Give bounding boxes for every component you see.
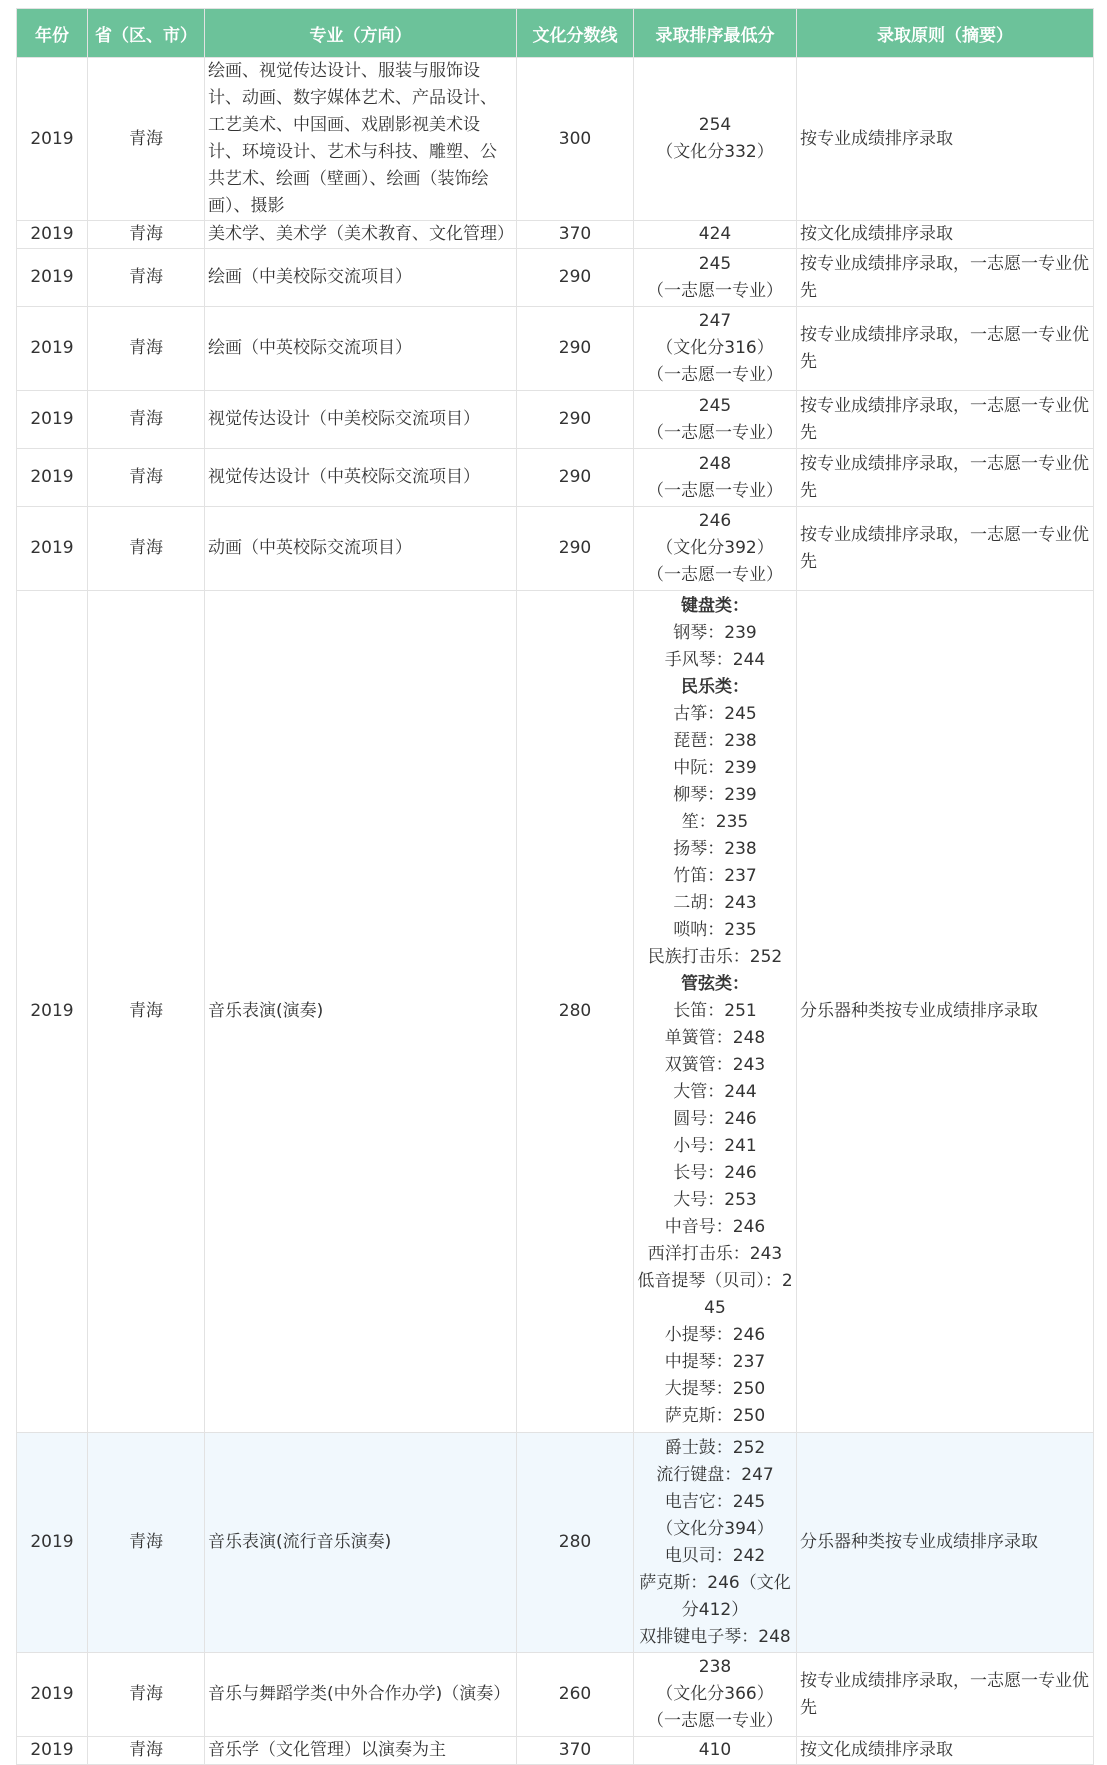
score-line: 笙：235 (681, 812, 749, 832)
table-row (17, 221, 1094, 249)
category-label: 管弦类： (681, 974, 749, 994)
cell-year: 2019 (17, 1737, 88, 1765)
cell-rule: 分乐器种类按专业成绩排序录取 (797, 591, 1094, 1433)
score-line: 大号：253 (673, 1190, 757, 1210)
table-row (17, 449, 1094, 507)
score-line: 410 (698, 1740, 732, 1760)
cell-province: 青海 (88, 1653, 205, 1737)
cell-rule: 按专业成绩排序录取，一志愿一专业优先 (797, 249, 1094, 307)
cell-min-score (634, 1433, 797, 1653)
score-line: 254 (698, 115, 732, 135)
cell-rule: 按专业成绩排序录取，一志愿一专业优先 (797, 307, 1094, 391)
cell-major: 绘画（中英校际交流项目） (205, 307, 517, 391)
table-row (17, 307, 1094, 391)
score-line: 大提琴：250 (664, 1379, 766, 1399)
cell-province: 青海 (88, 391, 205, 449)
score-line: 长号：246 (673, 1163, 757, 1183)
score-line: 西洋打击乐：243 (647, 1244, 783, 1264)
cell-major: 动画（中英校际交流项目） (205, 507, 517, 591)
cell-province: 青海 (88, 507, 205, 591)
header-culture-line: 文化分数线 (517, 9, 634, 58)
cell-rule: 按专业成绩排序录取 (797, 58, 1094, 221)
score-line: （一志愿一专业） (647, 1711, 783, 1731)
cell-year: 2019 (17, 591, 88, 1433)
score-line: （文化分366） (656, 1684, 774, 1704)
cell-rule: 按专业成绩排序录取，一志愿一专业优先 (797, 391, 1094, 449)
cell-min-score (634, 307, 797, 391)
header-province: 省（区、市） (88, 9, 205, 58)
score-line: （文化分394） (656, 1518, 774, 1539)
cell-culture-line: 280 (517, 1433, 634, 1653)
cell-min-score (634, 591, 797, 1433)
table-row (17, 1433, 1094, 1653)
score-line: （文化分316） (656, 338, 774, 358)
cell-culture-line: 300 (517, 58, 634, 221)
header-admission-rule: 录取原则（摘要） (797, 9, 1094, 58)
cell-min-score (634, 1737, 797, 1765)
score-line: 柳琴：239 (673, 785, 757, 805)
cell-major: 音乐表演(流行音乐演奏) (205, 1433, 517, 1653)
table-header-row (17, 9, 1094, 58)
score-line: 246 (698, 511, 732, 531)
cell-major: 绘画、视觉传达设计、服装与服饰设计、动画、数字媒体艺术、产品设计、工艺美术、中国画、戏剧影视美术设计、环境设计、艺术与科技、雕塑、公共艺术、绘画（壁画）、绘画（装饰绘画）、摄影 (205, 58, 517, 221)
score-line: （一志愿一专业） (647, 565, 783, 585)
cell-min-score (634, 449, 797, 507)
category-label: 键盘类： (681, 596, 749, 616)
score-line: 电吉它：245 (664, 1491, 766, 1512)
cell-province: 青海 (88, 1737, 205, 1765)
cell-culture-line: 370 (517, 221, 634, 249)
cell-culture-line: 290 (517, 507, 634, 591)
admission-score-table (16, 8, 1094, 1765)
score-line: 唢呐：235 (673, 920, 757, 940)
table-row (17, 1737, 1094, 1765)
score-line: （文化分392） (656, 538, 774, 558)
score-line: 爵士鼓：252 (664, 1437, 766, 1458)
score-line: 245 (698, 253, 732, 274)
cell-culture-line: 290 (517, 391, 634, 449)
cell-province: 青海 (88, 449, 205, 507)
cell-year: 2019 (17, 221, 88, 249)
cell-culture-line: 290 (517, 449, 634, 507)
cell-major: 视觉传达设计（中英校际交流项目） (205, 449, 517, 507)
cell-year: 2019 (17, 449, 88, 507)
cell-year: 2019 (17, 307, 88, 391)
score-line: 424 (698, 224, 732, 244)
score-line: 流行键盘：247 (656, 1464, 774, 1485)
score-line: 手风琴：244 (664, 650, 766, 670)
score-line: 钢琴：239 (673, 623, 757, 643)
cell-year: 2019 (17, 507, 88, 591)
score-line: 小号：241 (673, 1136, 757, 1156)
cell-province: 青海 (88, 249, 205, 307)
table-row (17, 249, 1094, 307)
cell-min-score (634, 507, 797, 591)
score-line: 单簧管：248 (664, 1028, 766, 1048)
cell-rule: 分乐器种类按专业成绩排序录取 (797, 1433, 1094, 1653)
cell-major: 音乐与舞蹈学类(中外合作办学)（演奏） (205, 1653, 517, 1737)
cell-rule: 按文化成绩排序录取 (797, 221, 1094, 249)
score-line: 247 (698, 311, 732, 331)
score-line: 双排键电子琴：248 (639, 1626, 791, 1647)
score-line: （一志愿一专业） (647, 422, 783, 443)
score-line: 二胡：243 (673, 893, 757, 913)
cell-culture-line: 260 (517, 1653, 634, 1737)
score-line: 小提琴：246 (664, 1325, 766, 1345)
score-line: 大管：244 (673, 1082, 757, 1102)
table-row (17, 507, 1094, 591)
cell-min-score (634, 391, 797, 449)
table-row (17, 591, 1094, 1433)
score-line: （一志愿一专业） (647, 280, 783, 301)
cell-rule: 按专业成绩排序录取，一志愿一专业优先 (797, 449, 1094, 507)
cell-rule: 按专业成绩排序录取，一志愿一专业优先 (797, 507, 1094, 591)
table-row (17, 58, 1094, 221)
cell-year: 2019 (17, 1653, 88, 1737)
score-line: 245 (698, 395, 732, 416)
header-min-score: 录取排序最低分 (634, 9, 797, 58)
cell-major: 美术学、美术学（美术教育、文化管理） (205, 221, 517, 249)
score-line: （文化分332） (656, 142, 774, 162)
score-line: 中音号：246 (664, 1217, 766, 1237)
score-line: 竹笛：237 (673, 866, 757, 886)
cell-province: 青海 (88, 58, 205, 221)
table-row (17, 391, 1094, 449)
category-label: 民乐类： (681, 677, 749, 697)
header-year: 年份 (17, 9, 88, 58)
cell-min-score (634, 221, 797, 249)
score-line: （一志愿一专业） (647, 365, 783, 385)
score-line: 萨克斯：250 (664, 1406, 766, 1426)
cell-province: 青海 (88, 307, 205, 391)
score-line: （一志愿一专业） (647, 480, 783, 501)
cell-min-score (634, 249, 797, 307)
cell-culture-line: 280 (517, 591, 634, 1433)
cell-min-score (634, 1653, 797, 1737)
cell-rule: 按专业成绩排序录取，一志愿一专业优先 (797, 1653, 1094, 1737)
cell-year: 2019 (17, 391, 88, 449)
score-line: 双簧管：243 (664, 1055, 766, 1075)
score-line: 长笛：251 (673, 1001, 757, 1021)
cell-major: 绘画（中美校际交流项目） (205, 249, 517, 307)
cell-culture-line: 290 (517, 249, 634, 307)
score-line: 扬琴：238 (673, 839, 757, 859)
score-line: 中阮：239 (673, 758, 757, 778)
cell-major: 音乐学（文化管理）以演奏为主 (205, 1737, 517, 1765)
score-line: 238 (698, 1657, 732, 1677)
cell-rule: 按文化成绩排序录取 (797, 1737, 1094, 1765)
score-line: 琵琶：238 (673, 731, 757, 751)
score-line: 中提琴：237 (664, 1352, 766, 1372)
cell-major: 视觉传达设计（中美校际交流项目） (205, 391, 517, 449)
score-line: 低音提琴（贝司）：245 (637, 1271, 793, 1318)
cell-major: 音乐表演(演奏) (205, 591, 517, 1433)
score-line: 萨克斯：246（文化分412） (639, 1572, 791, 1620)
score-line: 民族打击乐：252 (647, 947, 783, 967)
cell-year: 2019 (17, 58, 88, 221)
cell-culture-line: 290 (517, 307, 634, 391)
cell-year: 2019 (17, 1433, 88, 1653)
table-row (17, 1653, 1094, 1737)
cell-province: 青海 (88, 1433, 205, 1653)
cell-province: 青海 (88, 221, 205, 249)
cell-culture-line: 370 (517, 1737, 634, 1765)
score-line: 古筝：245 (673, 704, 757, 724)
cell-year: 2019 (17, 249, 88, 307)
score-line: 248 (698, 453, 732, 474)
cell-min-score (634, 58, 797, 221)
cell-province: 青海 (88, 591, 205, 1433)
header-major: 专业（方向） (205, 9, 517, 58)
score-line: 圆号：246 (673, 1109, 757, 1129)
score-line: 电贝司：242 (664, 1545, 766, 1566)
